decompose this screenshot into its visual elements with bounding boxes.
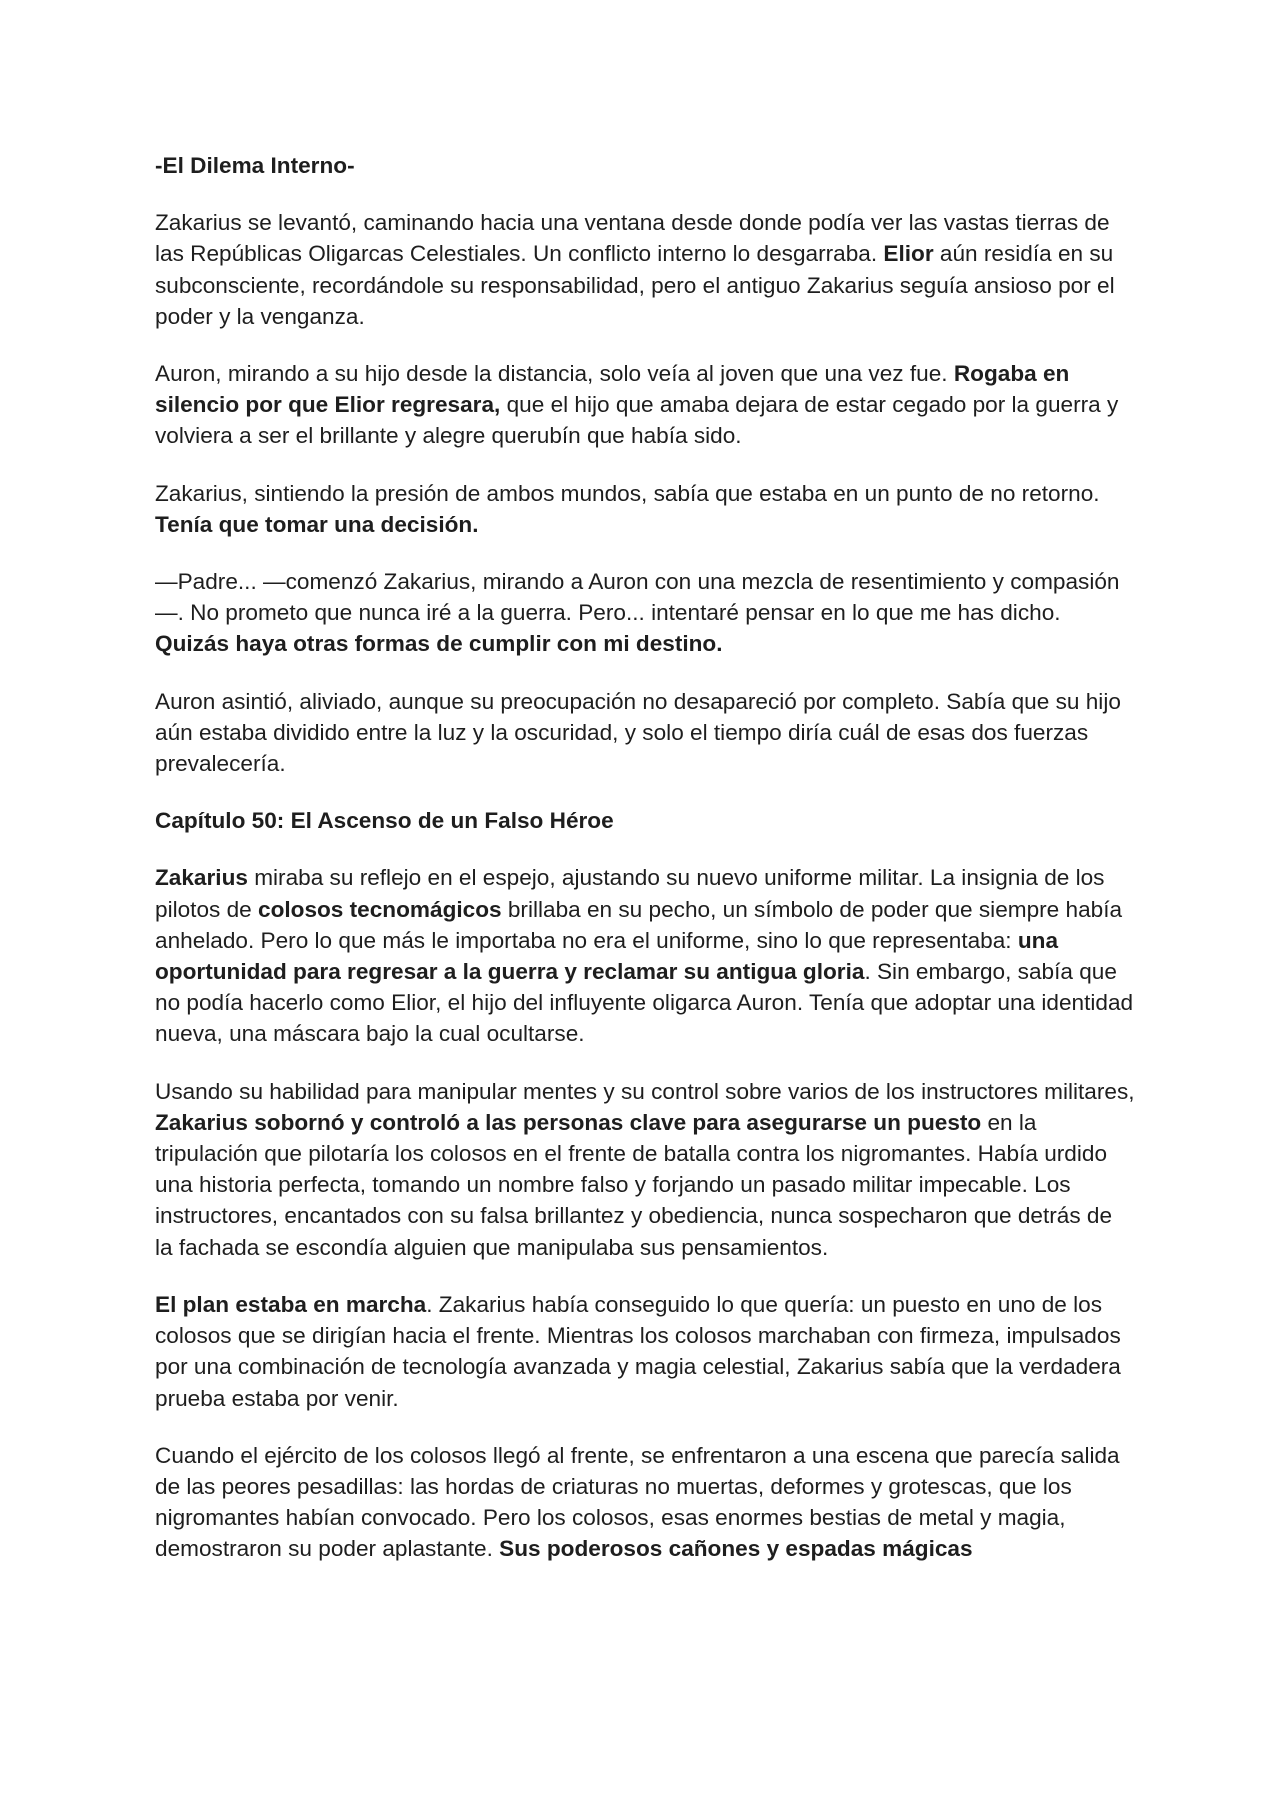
text-run: miraba su reflejo en el espejo, ajustando su nuevo uniforme militar. La insignia de los pilotos de (155, 865, 1105, 922)
bold-text-run: Quizás haya otras formas de cumplir con mi destino. (155, 631, 723, 657)
paragraph (155, 1076, 1135, 1263)
chapter-heading (155, 805, 1135, 836)
text-run: Auron, mirando a su hijo desde la distancia, solo veía al joven que una vez fue. (155, 361, 954, 387)
bold-text-run: El plan estaba en marcha (155, 1291, 427, 1317)
paragraph (155, 207, 1135, 332)
text-run: Cuando el ejército de los colosos llegó al frente, se enfrentaron a una escena que parecía salida de las peores pesadillas: las hordas de criaturas no muertas, deformes y grotescas, que los nigromantes habían convocado. Pero los colosos, esas enormes bestias de metal y magia, demostraron su poder aplastante. (155, 1442, 1120, 1562)
paragraph (155, 686, 1135, 780)
text-run: Usando su habilidad para manipular mentes y su control sobre varios de los instructores militares, (155, 1078, 1135, 1104)
text-run: . Sin embargo, sabía que no podía hacerlo como Elior, el hijo del influyente oligarca Auron. Tenía que adoptar una identidad nueva, una máscara bajo la cual ocultarse. (155, 959, 1134, 1047)
bold-text-run: una oportunidad para regresar a la guerra y reclamar su antigua gloria (155, 927, 1059, 985)
bold-text-run: Sus poderosos cañones y espadas mágicas (499, 1536, 973, 1562)
text-run: Auron asintió, aliviado, aunque su preocupación no desapareció por completo. Sabía que su hijo aún estaba dividido entre la luz y la oscuridad, y solo el tiempo diría cuál de esas dos fuerzas prevalecería. (155, 688, 1121, 777)
bold-text-run: Tenía que tomar una decisión. (155, 511, 479, 537)
text-run: —Padre... —comenzó Zakarius, mirando a Auron con una mezcla de resentimiento y compasión—. No prometo que nunca iré a la guerra. Pero... intentaré pensar en lo que me has dicho. (155, 569, 1120, 626)
text-run: en la tripulación que pilotaría los colosos en el frente de batalla contra los nigromantes. Había urdido una historia perfecta, tomando un nombre falso y forjando un pasado militar impecable. Los instructores, encantados con su falsa brillantez y obediencia, nunca sospecharon que detrás de la fachada se escondía alguien que manipulaba sus pensamientos. (155, 1109, 1113, 1260)
text-run: Zakarius, sintiendo la presión de ambos mundos, sabía que estaba en un punto de no retorno. (155, 480, 1100, 506)
text-run: brillaba en su pecho, un símbolo de poder que siempre había anhelado. Pero lo que más le importaba no era el uniforme, sino lo que representaba: (155, 896, 1123, 953)
heading-text: Capítulo 50: El Ascenso de un Falso Héroe (155, 808, 614, 834)
paragraph (155, 566, 1135, 660)
text-run: que el hijo que amaba dejara de estar cegado por la guerra y volviera a ser el brillante y alegre querubín que había sido. (155, 392, 1119, 449)
text-run: . Zakarius había conseguido lo que quería: un puesto en uno de los colosos que se dirigían hacia el frente. Mientras los colosos marchaban con firmeza, impulsados por una combinación de tecnología avanzada y magia celestial, Zakarius sabía que la verdadera prueba estaba por venir. (155, 1291, 1121, 1411)
document-page (155, 150, 1135, 1591)
heading-text: -El Dilema Interno- (155, 153, 355, 178)
bold-text-run: Rogaba en silencio por que Elior regresara, (155, 361, 1070, 418)
bold-text-run: Zakarius (155, 865, 248, 891)
text-run: Zakarius se levantó, caminando hacia una ventana desde donde podía ver las vastas tierras de las Repúblicas Oligarcas Celestiales. Un conflicto interno lo desgarraba. (155, 210, 1110, 267)
paragraph (155, 1440, 1135, 1565)
paragraph (155, 358, 1135, 452)
bold-text-run: Zakarius sobornó y controló a las personas clave para asegurarse un puesto (155, 1109, 982, 1135)
section-heading (155, 150, 1135, 181)
paragraph (155, 1289, 1135, 1414)
bold-text-run: colosos tecnomágicos (258, 896, 502, 922)
paragraph (155, 862, 1135, 1049)
paragraph (155, 478, 1135, 540)
bold-text-run: Elior (883, 241, 934, 267)
text-run: aún residía en su subconsciente, recordándole su responsabilidad, pero el antiguo Zakarius seguía ansioso por el poder y la venganza. (155, 241, 1115, 329)
